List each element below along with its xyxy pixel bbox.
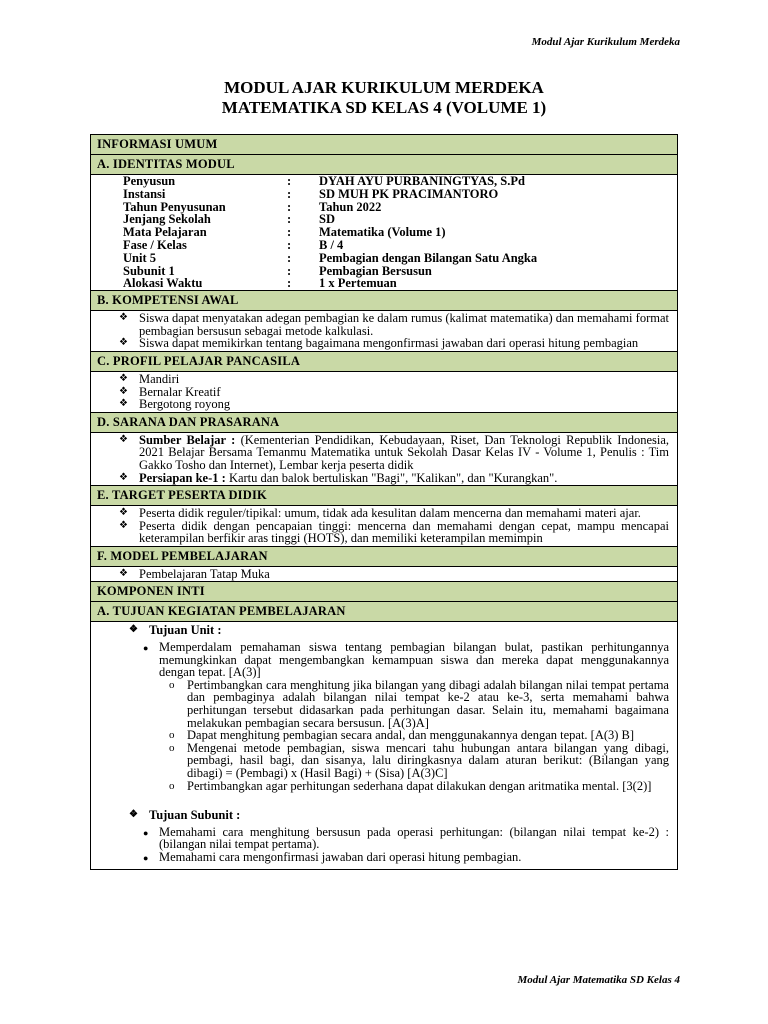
identitas-value: DYAH AYU PURBANINGTYAS, S.Pd (319, 174, 525, 188)
list-item-text: Dapat menghitung pembagian secara andal, dan menggunakannya dengan tepat. [A(3) B] (187, 728, 635, 743)
persiapan-label: Persiapan ke-1 : (139, 470, 226, 485)
bullet-icon: ● (143, 852, 149, 863)
diamond-bullet-icon: ❖ (119, 337, 128, 349)
kompetensi-body (91, 310, 677, 351)
identitas-row (123, 277, 537, 290)
identitas-row (123, 252, 537, 265)
list-item-text: Bernalar Kreatif (139, 384, 221, 399)
identitas-key: Penyusun (123, 174, 176, 188)
list-item-text: Peserta didik dengan pencapaian tinggi: mencerna dan memahami dengan cepat, mampu mencapai keterampilan berfikir aras tinggi (HOTS), dan memiliki keterampilan memimpin (139, 518, 669, 546)
header-title: Modul Ajar Kurikulum Merdeka (531, 36, 680, 48)
identitas-key: Subunit 1 (123, 263, 175, 278)
list-item-text: Memahami cara mengonfirmasi jawaban dari operasi hitung pembagian. (159, 849, 522, 864)
section-informasi-umum: INFORMASI UMUM (91, 135, 677, 154)
list-item (169, 780, 669, 793)
tujuan-subunit-heading (101, 809, 669, 822)
list-item-text: Peserta didik reguler/tipikal: umum, tidak ada kesulitan dalam mencerna dan memahami materi ajar. (139, 506, 641, 521)
identitas-key: Tahun Penyusunan (123, 199, 226, 214)
identitas-value: Pembagian dengan Bilangan Satu Angka (319, 250, 538, 265)
list-item-text: Pertimbangkan cara menghitung jika bilangan yang dibagi adalah bilangan nilai tempat pertama dan pembaginya adalah bilangan nilai tempat ke-2 atau ke-3, serta memahami bahwa perhitungan tersebut didasarkan pada perhitungan dasar. Selain itu, memahami bagaimana melakukan pembagian secara bersusun. [A(3)A] (187, 677, 669, 730)
sarana-body (91, 432, 677, 485)
tujuan-unit-label: Tujuan Unit : (149, 623, 222, 638)
identitas-body (91, 174, 677, 290)
section-kompetensi-awal: B. KOMPETENSI AWAL (91, 290, 677, 310)
section-komponen-inti: KOMPONEN INTI (91, 581, 677, 601)
diamond-bullet-icon: ❖ (119, 312, 128, 324)
identitas-value: B / 4 (319, 237, 344, 252)
identitas-row (123, 175, 537, 188)
identitas-value: Tahun 2022 (319, 199, 382, 214)
colon: : (287, 237, 292, 252)
colon: : (287, 250, 292, 265)
list-item (101, 520, 669, 545)
identitas-key: Jenjang Sekolah (123, 212, 211, 227)
document-title: MODUL AJAR KURIKULUM MERDEKA (224, 78, 544, 97)
diamond-bullet-icon: ❖ (119, 567, 128, 579)
list-item-text: Mandiri (139, 371, 180, 386)
identitas-key: Alokasi Waktu (123, 276, 203, 291)
list-item-text: Siswa dapat menyatakan adegan pembagian ke dalam rumus (kalimat matematika) dan memahami format pembagian bersusun sebagai metode kalkulasi. (139, 311, 669, 338)
identitas-key: Unit 5 (123, 250, 156, 265)
identitas-row (123, 239, 537, 252)
diamond-bullet-icon: ❖ (129, 624, 138, 636)
list-item (169, 742, 669, 780)
diamond-bullet-icon: ❖ (119, 385, 128, 397)
diamond-bullet-icon: ❖ (119, 471, 128, 483)
diamond-bullet-icon: ❖ (119, 519, 128, 531)
identitas-key: Mata Pelajaran (123, 225, 207, 240)
list-item (101, 568, 669, 581)
document-subtitle: MATEMATIKA SD KELAS 4 (VOLUME 1) (221, 98, 547, 117)
list-item-text: Pembelajaran Tatap Muka (139, 566, 270, 581)
colon: : (287, 263, 292, 278)
profil-body (91, 371, 677, 412)
section-sarana-prasarana: D. SARANA DAN PRASARANA (91, 412, 677, 432)
list-item-text: Pertimbangkan agar perhitungan sederhana dapat dilakukan dengan aritmatika mental. [3(2)] (187, 778, 652, 793)
list-item (169, 729, 669, 742)
circle-bullet-icon: o (169, 741, 175, 754)
list-item (101, 472, 669, 485)
diamond-bullet-icon: ❖ (129, 809, 138, 821)
list-item-text: Memahami cara menghitung bersusun pada operasi perhitungan: (bilangan nilai tempat ke-2) : (bilangan nilai tempat pertama). (159, 824, 669, 852)
bullet-icon: ● (143, 827, 149, 838)
list-item-text: Bergotong royong (139, 397, 231, 412)
identitas-table (123, 175, 537, 290)
identitas-value: Pembagian Bersusun (319, 263, 432, 278)
colon: : (287, 174, 292, 188)
section-tujuan-kegiatan: A. TUJUAN KEGIATAN PEMBELAJARAN (91, 601, 677, 621)
sumber-belajar-text: (Kementerian Pendidikan, Kebudayaan, Riset, Dan Teknologi Republik Indonesia, 2021 Belajar Bersama Temanmu Matematika untuk Sekolah Dasar Kelas IV - Volume 1, Penulis : Tim Gakko Tosho dan Internet), Lembar kerja peserta didik (139, 432, 670, 472)
bullet-icon: ● (143, 643, 149, 654)
diamond-bullet-icon: ❖ (119, 398, 128, 410)
list-item (101, 398, 669, 411)
circle-bullet-icon: o (169, 729, 175, 742)
circle-bullet-icon: o (169, 678, 175, 691)
identitas-key: Fase / Kelas (123, 237, 187, 252)
identitas-row (123, 188, 537, 201)
sumber-belajar-label: Sumber Belajar : (139, 432, 236, 447)
colon: : (287, 199, 292, 214)
footer-title: Modul Ajar Matematika SD Kelas 4 (517, 974, 680, 986)
colon: : (287, 212, 292, 227)
list-item-text: Siswa dapat memikirkan tentang bagaimana mengonfirmasi jawaban dari operasi hitung pembagian (139, 336, 639, 351)
identitas-value: Matematika (Volume 1) (319, 225, 446, 240)
diamond-bullet-icon: ❖ (119, 433, 128, 445)
list-item (169, 679, 669, 729)
identitas-value: SD (319, 212, 335, 227)
list-item (101, 434, 669, 472)
colon: : (287, 225, 292, 240)
section-target-peserta: E. TARGET PESERTA DIDIK (91, 485, 677, 505)
list-item (143, 826, 669, 851)
module-table (90, 134, 678, 870)
list-item (101, 312, 669, 337)
list-item (143, 641, 669, 679)
colon: : (287, 186, 292, 201)
list-item (101, 337, 669, 350)
tujuan-unit-heading (101, 624, 669, 637)
diamond-bullet-icon: ❖ (119, 507, 128, 519)
list-item (101, 507, 669, 520)
identitas-key: Instansi (123, 186, 166, 201)
list-item-text: Mengenai metode pembagian, siswa mencari tahu hubungan antara bilangan yang dibagi, pembagi, hasil bagi, dan sisanya, lalu diringkasnya dalam aturan berikut: (Bilangan yang dibagi) = (Pembagi) x (Hasil Bagi) + (Sisa) [A(3)C] (187, 740, 669, 781)
tujuan-body (91, 621, 677, 868)
persiapan-text: Kartu dan balok bertuliskan "Bagi", "Kalikan", dan "Kurangkan". (225, 470, 558, 485)
model-body (91, 566, 677, 582)
tujuan-subunit-label: Tujuan Subunit : (149, 808, 241, 823)
section-profil-pelajar: C. PROFIL PELAJAR PANCASILA (91, 351, 677, 371)
identitas-value: 1 x Pertemuan (319, 276, 397, 291)
colon: : (287, 276, 292, 291)
target-body (91, 505, 677, 546)
section-model-pembelajaran: F. MODEL PEMBELAJARAN (91, 546, 677, 566)
section-identitas-modul: A. IDENTITAS MODUL (91, 154, 677, 174)
identitas-value: SD MUH PK PRACIMANTORO (319, 186, 499, 201)
circle-bullet-icon: o (169, 779, 175, 792)
diamond-bullet-icon: ❖ (119, 372, 128, 384)
list-item (101, 373, 669, 386)
list-item-text: Memperdalam pemahaman siswa tentang pembagian bilangan bulat, pastikan perhitungannya memungkinkan dapat mengembangkan kemampuan siswa dan mereka dapat menggunakannya dengan tepat. [A(3)] (159, 640, 669, 680)
list-item (143, 851, 669, 865)
